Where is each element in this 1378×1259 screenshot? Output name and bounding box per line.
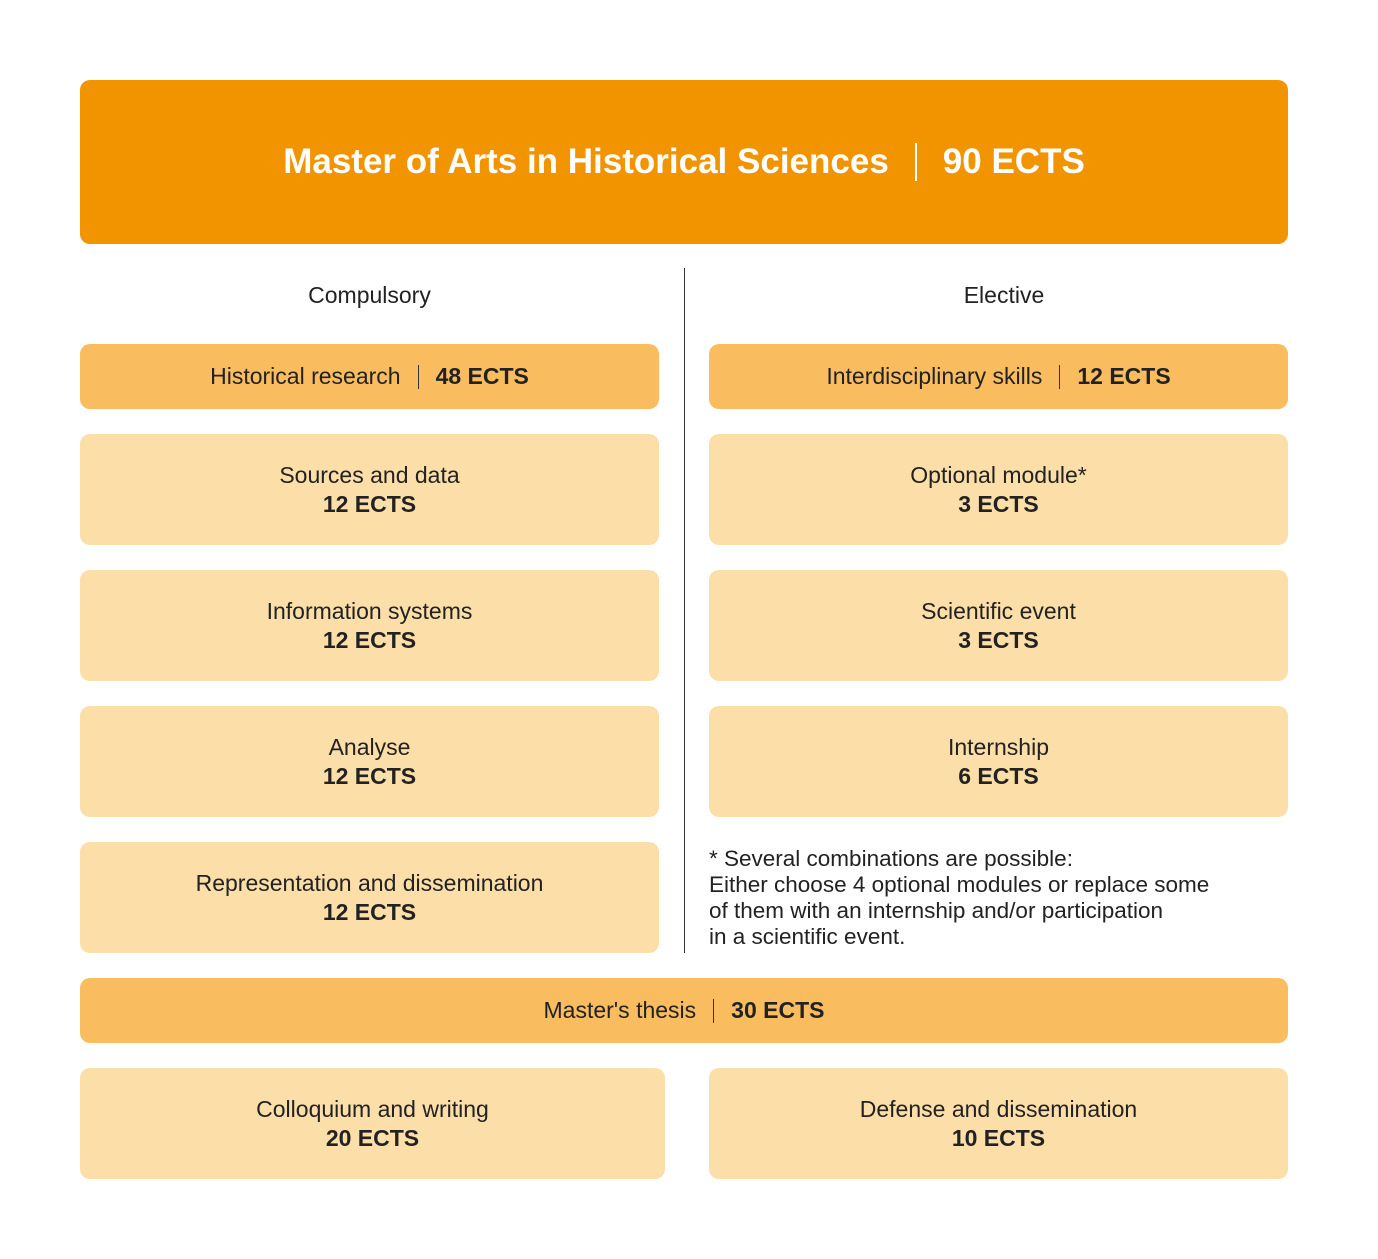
program-header <box>80 80 1288 244</box>
module-name: Colloquium and writing <box>256 1095 489 1122</box>
group-credits: 12 ECTS <box>1077 363 1171 389</box>
module-credits: 12 ECTS <box>322 898 417 925</box>
module-name: Information systems <box>266 597 473 624</box>
module-credits: 20 ECTS <box>325 1124 420 1151</box>
elective-group-interdisciplinary-skills <box>709 344 1288 409</box>
group-name: Interdisciplinary skills <box>826 363 1043 389</box>
compulsory-group-historical-research <box>80 344 659 409</box>
group-separator <box>713 999 714 1023</box>
module-representation-and-dissemination <box>80 842 659 953</box>
module-defense-and-dissemination <box>709 1068 1288 1179</box>
group-credits: 30 ECTS <box>731 997 825 1023</box>
module-name: Defense and dissemination <box>859 1095 1138 1122</box>
module-credits: 3 ECTS <box>958 626 1039 653</box>
group-separator <box>1059 365 1060 389</box>
elective-footnote <box>709 846 1299 950</box>
module-credits: 3 ECTS <box>958 490 1039 517</box>
module-colloquium-and-writing <box>80 1068 665 1179</box>
footnote-line: of them with an internship and/or participation <box>709 898 1164 923</box>
group-separator <box>418 365 419 389</box>
module-name: Optional module* <box>910 461 1087 488</box>
footnote-line: in a scientific event. <box>709 924 906 949</box>
module-internship <box>709 706 1288 817</box>
module-credits: 12 ECTS <box>322 490 417 517</box>
group-name: Master's thesis <box>543 997 697 1023</box>
program-title: Master of Arts in Historical Sciences <box>283 142 889 181</box>
program-total-credits: 90 ECTS <box>942 142 1085 181</box>
module-credits: 12 ECTS <box>322 762 417 789</box>
module-name: Analyse <box>328 733 411 760</box>
module-sources-and-data <box>80 434 659 545</box>
footnote-line: * Several combinations are possible: <box>709 846 1073 871</box>
group-name: Historical research <box>210 363 401 389</box>
module-name: Representation and dissemination <box>195 869 544 896</box>
module-analyse <box>80 706 659 817</box>
footnote-line: Either choose 4 optional modules or replace some <box>709 872 1210 897</box>
module-name: Scientific event <box>921 597 1076 624</box>
module-optional-module <box>709 434 1288 545</box>
module-credits: 6 ECTS <box>958 762 1039 789</box>
module-scientific-event <box>709 570 1288 681</box>
thesis-group-masters-thesis <box>80 978 1288 1043</box>
column-divider <box>684 268 685 953</box>
module-name: Internship <box>947 733 1049 760</box>
module-credits: 12 ECTS <box>322 626 417 653</box>
compulsory-label: Compulsory <box>308 282 431 308</box>
module-information-systems <box>80 570 659 681</box>
group-credits: 48 ECTS <box>435 363 529 389</box>
elective-label: Elective <box>963 282 1045 308</box>
module-name: Sources and data <box>279 461 460 488</box>
header-separator <box>915 143 917 181</box>
module-credits: 10 ECTS <box>951 1124 1046 1151</box>
